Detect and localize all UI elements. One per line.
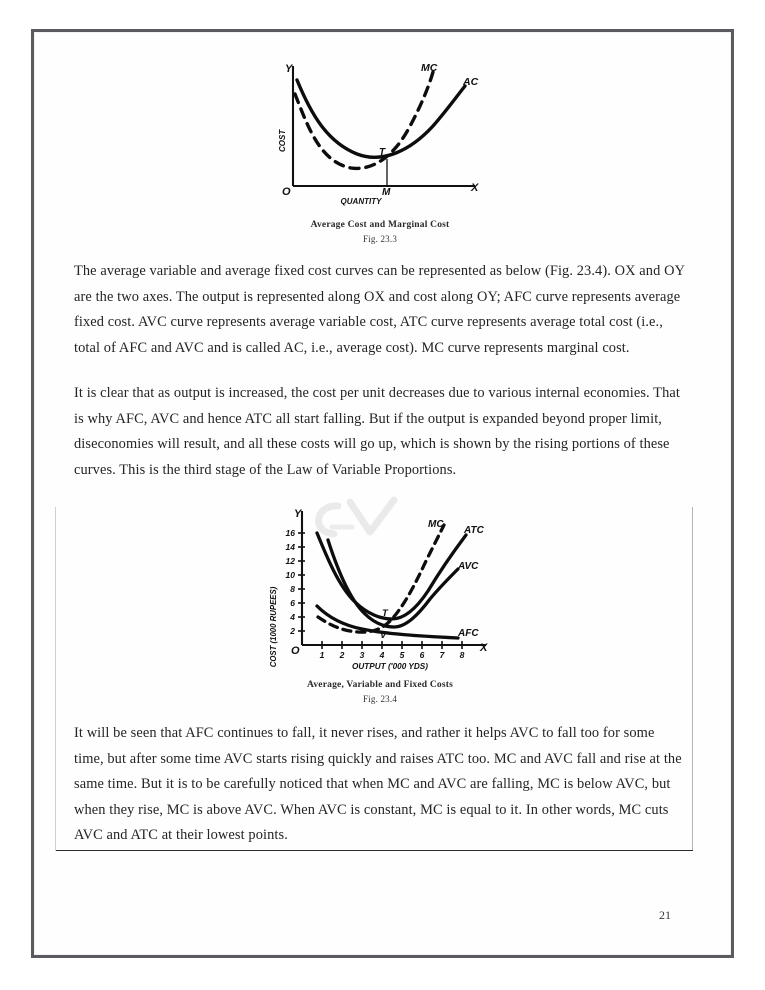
svg-text:8: 8: [289, 584, 295, 594]
svg-text:2: 2: [339, 650, 344, 660]
figure-23-4-caption: Average, Variable and Fixed Costs: [306, 680, 454, 690]
svg-text:1: 1: [319, 650, 324, 660]
fig1-point-m-label: M: [382, 187, 391, 198]
svg-text:6: 6: [289, 598, 295, 608]
svg-text:14: 14: [285, 542, 295, 552]
fig2-origin-letter: O: [290, 645, 300, 657]
paragraph-2: It is clear that as output is increased, the cost per unit decreases due to various internal economies. That is why AFC, AVC and hence ATC all start falling. But if the output is expanded beyond proper limit, diseconomies will result, and all these costs will go up, which is shown by the rising portions of these curves. This is the third stage of the Law of Variable Proportions.: [74, 385, 680, 478]
svg-text:4: 4: [379, 650, 384, 660]
svg-text:12: 12: [285, 556, 295, 566]
fig1-curve-label-mc: MC: [421, 62, 438, 74]
fig2-curve-label-atc: ATC: [463, 525, 484, 536]
figure-23-4-number: Fig. 23.4: [362, 693, 398, 704]
svg-text:10: 10: [285, 570, 295, 580]
scan-frame-left-line: [55, 507, 56, 851]
figure-23-3: [74, 58, 686, 245]
fig1-y-axis-label: COST: [278, 129, 287, 152]
svg-text:16: 16: [285, 528, 295, 538]
paragraph-3: It will be seen that AFC continues to fall, it never rises, and rather it helps AVC to fall too for some time, but after some time AVC starts rising quickly and raises ATC too. MC and AVC fall and rise at the same time. But it is to be carefully noticed that when MC and AVC are falling, MC is below AVC, but when they rise, MC is above AVC. When AVC is constant, MC is equal to it. In other words, MC cuts AVC and ATC at their lowest points.: [74, 725, 682, 843]
svg-text:5: 5: [399, 650, 404, 660]
fig2-y-axis-letter: Y: [293, 508, 301, 520]
document-content: [74, 28, 686, 869]
figure-23-4: [74, 503, 686, 705]
fig1-curve-label-ac: AC: [463, 76, 479, 88]
fig2-y-axis-label: COST (1000 RUPEES): [268, 586, 278, 668]
svg-text:6: 6: [419, 650, 424, 660]
scan-frame-right-line: [692, 507, 693, 851]
fig1-y-axis-letter: Y: [285, 63, 293, 75]
page-number: 21: [659, 908, 671, 922]
x-tick-labels: [319, 650, 464, 660]
fig2-point-t-label: T: [381, 608, 388, 619]
fig1-x-axis-label: QUANTITY: [340, 197, 382, 206]
fig2-curve-label-mc: MC: [427, 519, 444, 530]
paragraph-1: The average variable and average fixed cost curves can be represented as below (Fig. 23.4). OX and OY are the two axes. The output is represented along OX and cost along OY; AFC curve represents average fixed cost. AVC curve represents average variable cost, ATC curve represents average total cost (i.e., total of AFC and AVC and is called AC, i.e., average cost). MC curve represents marginal cost.: [74, 263, 685, 356]
svg-text:4: 4: [289, 612, 295, 622]
figure-23-3-graph: [265, 58, 495, 218]
fig2-x-axis-label: OUTPUT ('000 YDS): [351, 662, 428, 671]
svg-text:2: 2: [289, 626, 295, 636]
figure-23-4-graph: [258, 503, 503, 678]
fig1-point-t-label: T: [379, 147, 386, 158]
fig2-curve-label-afc: AFC: [457, 628, 479, 639]
y-tick-labels: [285, 528, 295, 636]
fig2-x-axis-letter: X: [479, 642, 487, 654]
fig2-curve-label-avc: AVC: [457, 561, 478, 572]
figure-23-3-caption: Average Cost and Marginal Cost: [310, 220, 450, 230]
curve-atc: [317, 533, 466, 619]
svg-text:3: 3: [359, 650, 364, 660]
svg-text:8: 8: [459, 650, 464, 660]
fig2-point-v-label: V: [379, 630, 386, 641]
curve-avc: [328, 540, 458, 627]
fig1-x-axis-letter: X: [471, 182, 479, 194]
fig1-origin-letter: O: [282, 186, 291, 198]
svg-text:7: 7: [439, 650, 444, 660]
curve-ac: [297, 80, 465, 157]
figure-23-3-number: Fig. 23.3: [362, 233, 398, 244]
